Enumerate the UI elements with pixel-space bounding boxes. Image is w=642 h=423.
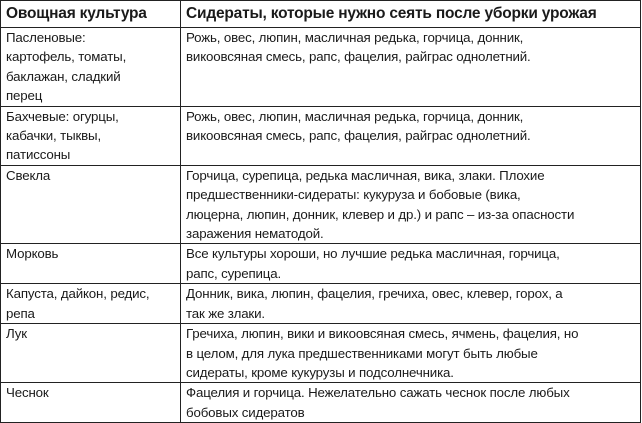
crop-cell — [1, 165, 181, 244]
siderates-text-line: викоовсяная смесь, рапс, фацелия, райграс однолетний. — [186, 49, 531, 65]
siderates-text-line: бобовых сидератов — [186, 404, 305, 420]
crop-text-line: баклажан, сладкий — [6, 68, 121, 84]
crop-text-line: картофель, томаты, — [6, 49, 127, 65]
crop-text-line: Чеснок — [6, 385, 49, 401]
siderates-text-line: Рожь, овес, люпин, масличная редька, горчица, донник, — [186, 30, 524, 45]
siderates-text-line: предшественники-сидераты: кукуруза и бобовые (вика, — [186, 187, 521, 203]
siderates-cell — [181, 106, 641, 165]
siderates-text-line: Все культуры хороши, но лучшие редька масличная, горчица, — [186, 246, 560, 262]
crop-text-line: Бахчевые: огурцы, — [6, 108, 119, 124]
crop-cell — [1, 383, 181, 423]
crop-text-line: кабачки, тыквы, — [6, 128, 102, 144]
header-crop: Овощная культура — [1, 1, 181, 28]
crop-cell — [1, 28, 181, 107]
siderates-text-line: в целом, для лука предшественниками могут быть любые — [186, 345, 538, 361]
crop-text-line: Пасленовые: — [6, 30, 86, 45]
table-row — [1, 28, 641, 107]
crop-text-line: перец — [6, 88, 43, 104]
siderates-text-line: Донник, вика, люпин, фацелия, гречиха, овес, клевер, горох, а — [186, 286, 563, 302]
crop-cell — [1, 324, 181, 383]
table-row — [1, 106, 641, 165]
crop-cell — [1, 284, 181, 324]
siderates-text-line: Горчица, сурепица, редька масличная, вика, злаки. Плохие — [186, 167, 545, 183]
siderates-text-line: заражения нематодой. — [186, 226, 324, 242]
table-row — [1, 244, 641, 284]
siderates-text-line: люцерна, люпин, донник, клевер и др.) и рапс – из-за опасности — [186, 206, 575, 222]
table-row — [1, 324, 641, 383]
crop-text-line: Морковь — [6, 246, 59, 262]
table-body — [1, 28, 641, 423]
table-row — [1, 284, 641, 324]
crop-text-line: Капуста, дайкон, редис, — [6, 286, 150, 302]
crop-text-line: Свекла — [6, 167, 51, 183]
crop-text-line: репа — [6, 305, 35, 321]
crop-cell — [1, 244, 181, 284]
table-row — [1, 165, 641, 244]
crop-cell — [1, 106, 181, 165]
siderates-text-line: Рожь, овес, люпин, масличная редька, горчица, донник, — [186, 108, 524, 124]
table-row — [1, 383, 641, 423]
siderates-text-line: викоовсяная смесь, рапс, фацелия, райграс однолетний. — [186, 128, 531, 144]
siderates-cell — [181, 28, 641, 107]
siderates-text-line: Гречиха, люпин, вики и викоовсяная смесь, ячмень, фацелия, но — [186, 326, 579, 342]
crop-text-line: Лук — [6, 326, 27, 342]
siderates-text-line: так же злаки. — [186, 305, 265, 321]
siderates-cell — [181, 244, 641, 284]
siderates-cell — [181, 165, 641, 244]
siderates-text-line: Фацелия и горчица. Нежелательно сажать чеснок после любых — [186, 385, 570, 401]
table-header-row — [1, 1, 641, 28]
siderates-text-line: рапс, сурепица. — [186, 265, 282, 281]
siderates-cell — [181, 383, 641, 423]
crop-text-line: патиссоны — [6, 147, 71, 163]
siderates-cell — [181, 324, 641, 383]
header-siderates: Сидераты, которые нужно сеять после уборки урожая — [181, 1, 641, 28]
siderates-cell — [181, 284, 641, 324]
siderates-text-line: сидераты, кроме кукурузы и подсолнечника. — [186, 364, 454, 380]
